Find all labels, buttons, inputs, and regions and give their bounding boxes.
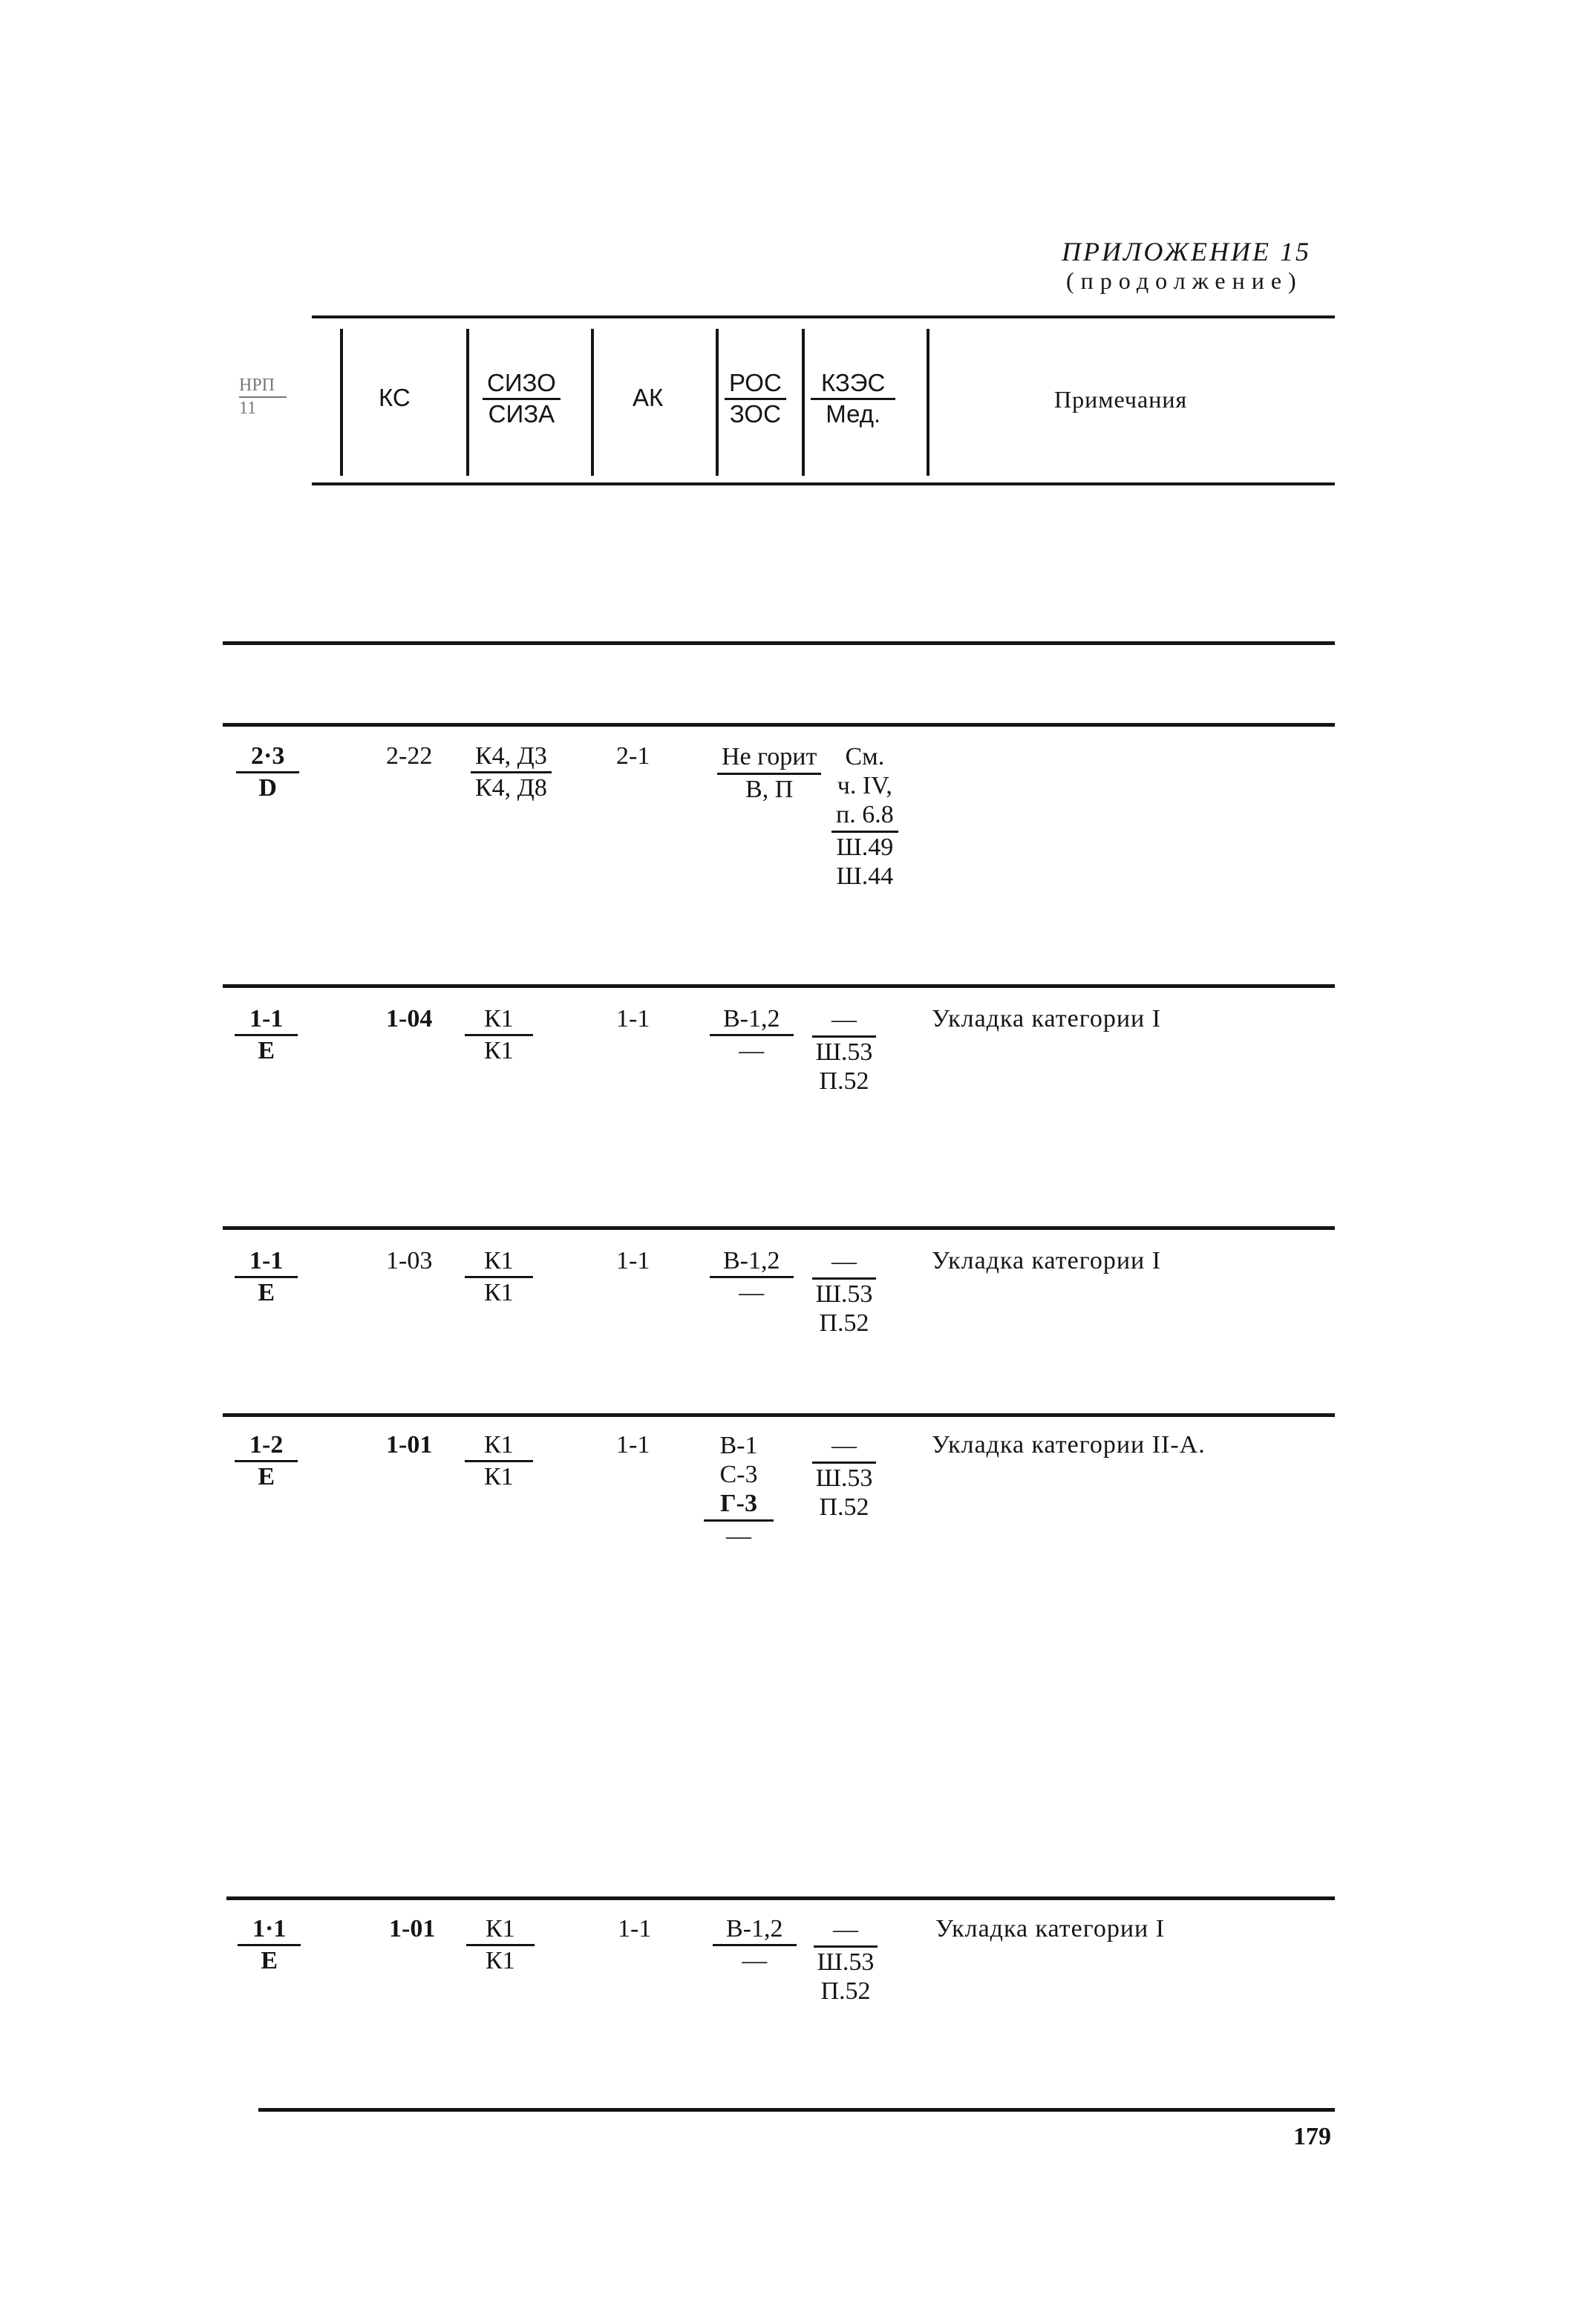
row-ros-line: С-3 xyxy=(719,1461,758,1489)
col-header-sizo: СИЗО xyxy=(483,370,561,400)
row-med-line: Ш.53 xyxy=(817,1948,875,1977)
col-header-ros: РОС xyxy=(725,370,786,400)
row-ros-line: В-1,2 xyxy=(713,1916,797,1946)
row-med-line: П.52 xyxy=(819,1309,869,1338)
row-ros xyxy=(713,1915,797,1974)
row-kzes-line: — xyxy=(814,1915,878,1948)
col-separator xyxy=(716,329,719,476)
row-kzes-med xyxy=(812,1005,876,1096)
section-rule xyxy=(223,1413,1335,1417)
row-ros-den: — xyxy=(739,1278,765,1306)
row-ks: 2-22 xyxy=(386,742,433,770)
row-siza: К1 xyxy=(484,1462,514,1490)
row-sizo-siza xyxy=(465,1005,533,1064)
row-kzes-line: См. xyxy=(845,743,885,770)
row-med-line: Ш.44 xyxy=(836,863,894,891)
row-sizo-siza xyxy=(466,1915,535,1974)
col-header-zos: ЗОС xyxy=(729,399,781,428)
row-col0-num: 1-1 xyxy=(235,1006,298,1036)
col-header-med: Мед. xyxy=(826,399,881,428)
row-kzes-line: ч. IV, xyxy=(837,772,892,800)
page-bottom-rule xyxy=(258,2108,1335,2112)
row-sizo: К1 xyxy=(465,1006,533,1036)
col-separator xyxy=(802,329,805,476)
col-header-ak: АК xyxy=(633,384,664,411)
row-ak: 1-1 xyxy=(616,1431,650,1459)
row-sizo-siza xyxy=(465,1431,533,1490)
col-header-kzes: КЗЭС xyxy=(811,370,895,400)
row-kzes-line: — xyxy=(812,1247,876,1280)
section-rule xyxy=(223,1226,1335,1230)
row-med-line: Ш.53 xyxy=(815,1280,873,1309)
row-col0 xyxy=(235,1005,298,1064)
row-sizo-siza xyxy=(471,742,552,801)
section-rule xyxy=(223,641,1335,645)
row-ks: 1-01 xyxy=(389,1915,436,1942)
row-col0-num: 1-2 xyxy=(235,1432,298,1462)
row-col0-den: E xyxy=(258,1462,275,1490)
col0-header-bottom: 11 xyxy=(239,398,257,418)
row-ak: 1-1 xyxy=(618,1915,652,1942)
row-note: Укладка категории II-А. xyxy=(932,1431,1206,1459)
row-col0-num: 1-1 xyxy=(235,1248,298,1278)
row-ros xyxy=(710,1247,794,1306)
row-ros xyxy=(704,1431,774,1551)
row-med-line: П.52 xyxy=(819,1493,869,1522)
row-col0-den: E xyxy=(261,1946,278,1974)
col-separator xyxy=(591,329,594,476)
section-rule xyxy=(223,723,1335,727)
row-kzes-line: — xyxy=(812,1431,876,1464)
row-col0-num: 2·3 xyxy=(236,743,299,773)
appendix-subtitle: (продолжение) xyxy=(1066,267,1303,294)
row-col0 xyxy=(238,1915,301,1974)
row-ks: 1-03 xyxy=(386,1247,433,1274)
col-header-kzes-med xyxy=(811,369,895,427)
row-ros-den: — xyxy=(742,1946,768,1974)
row-med-line: Ш.49 xyxy=(836,834,894,862)
col-header-notes: Примечания xyxy=(1054,386,1188,413)
section-rule xyxy=(223,984,1335,988)
col0-header xyxy=(239,375,287,419)
row-sizo-siza xyxy=(465,1247,533,1306)
row-ros-den: — xyxy=(739,1036,765,1064)
row-ak: 2-1 xyxy=(616,742,650,770)
row-kzes-line: п. 6.8 xyxy=(831,800,898,833)
row-siza: К1 xyxy=(486,1946,515,1974)
row-ks: 1-04 xyxy=(386,1005,433,1032)
row-med-line: П.52 xyxy=(819,1067,869,1096)
section-rule xyxy=(226,1896,1335,1900)
row-ros xyxy=(717,742,821,804)
row-col0 xyxy=(235,1247,298,1306)
col-header-ks: КС xyxy=(379,384,411,411)
header-top-rule xyxy=(312,315,1335,318)
row-sizo: К4, Д3 xyxy=(471,743,552,773)
row-ros-line: В-1 xyxy=(719,1432,758,1459)
row-ros-line: Г-3 xyxy=(704,1489,774,1522)
row-col0-den: E xyxy=(258,1036,275,1064)
row-ros-den: В, П xyxy=(745,776,794,804)
row-med-line: П.52 xyxy=(820,1977,871,2006)
row-note: Укладка категории I xyxy=(932,1247,1162,1274)
row-sizo: К1 xyxy=(466,1916,535,1946)
row-kzes-line: — xyxy=(812,1005,876,1038)
row-ros-den: — xyxy=(725,1522,751,1551)
row-col0 xyxy=(236,742,299,801)
row-kzes-med xyxy=(812,1431,876,1522)
appendix-title: ПРИЛОЖЕНИЕ 15 xyxy=(1062,237,1311,266)
row-col0-den: E xyxy=(258,1278,275,1306)
row-ak: 1-1 xyxy=(616,1247,650,1274)
row-kzes-med xyxy=(812,1247,876,1338)
page-number: 179 xyxy=(1293,2123,1331,2150)
col-header-ros-zos xyxy=(725,369,786,427)
row-note: Укладка категории I xyxy=(935,1915,1166,1942)
row-ks: 1-01 xyxy=(386,1431,433,1459)
row-med-line: Ш.53 xyxy=(815,1038,873,1067)
row-med-line: Ш.53 xyxy=(815,1464,873,1493)
row-ros-line: В-1,2 xyxy=(710,1006,794,1036)
col-header-siza: СИЗА xyxy=(488,399,555,428)
row-ak: 1-1 xyxy=(616,1005,650,1032)
row-siza: К1 xyxy=(484,1278,514,1306)
row-ros-line: В-1,2 xyxy=(710,1248,794,1278)
row-ros xyxy=(710,1005,794,1064)
row-sizo: К1 xyxy=(465,1248,533,1278)
row-siza: К1 xyxy=(484,1036,514,1064)
row-ros-line: Не горит xyxy=(717,742,821,775)
col-header-sizo-siza xyxy=(483,369,561,427)
header-bottom-rule xyxy=(312,482,1335,485)
row-col0 xyxy=(235,1431,298,1490)
row-kzes-med xyxy=(814,1915,878,2006)
col-separator xyxy=(340,329,343,476)
col-separator xyxy=(466,329,469,476)
row-sizo: К1 xyxy=(465,1432,533,1462)
col-separator xyxy=(927,329,929,476)
row-note: Укладка категории I xyxy=(932,1005,1162,1032)
row-kzes-med xyxy=(831,742,898,891)
row-col0-den: D xyxy=(258,773,277,802)
row-siza: К4, Д8 xyxy=(475,773,547,802)
col0-header-top: НРП xyxy=(239,375,287,398)
row-col0-num: 1·1 xyxy=(238,1916,301,1946)
